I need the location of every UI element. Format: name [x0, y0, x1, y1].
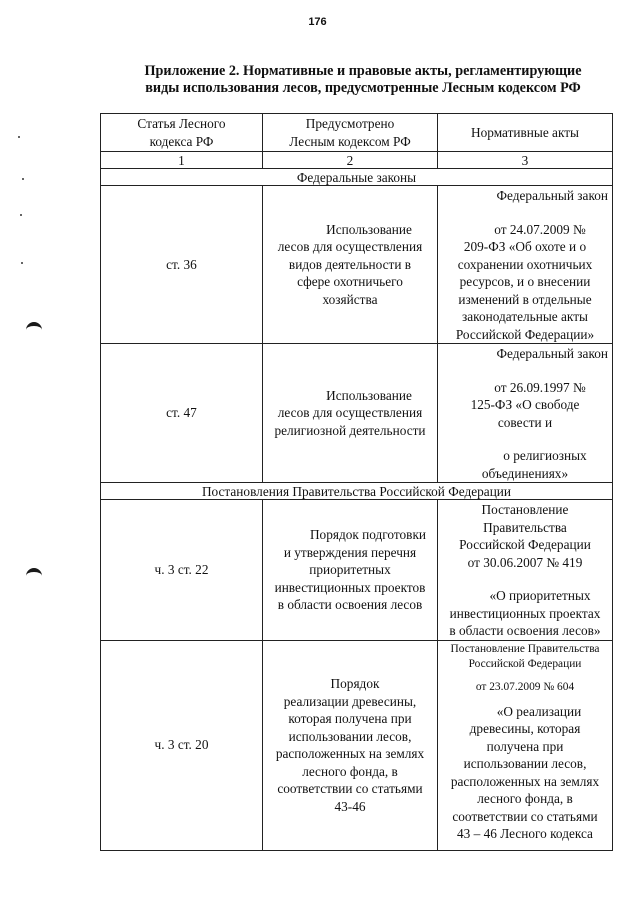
- article-cell: ст. 47: [101, 344, 263, 483]
- act-line: совести и: [497, 414, 553, 430]
- line-gap: [442, 672, 608, 680]
- normative-acts-table: [100, 113, 613, 851]
- provision-line: Порядок: [330, 676, 380, 691]
- act-line: лесного фонда, в: [477, 791, 573, 806]
- act-line: «О реализации: [496, 703, 582, 719]
- provision-line: использовании лесов,: [288, 728, 412, 744]
- act-line: от 26.09.1997 №: [494, 379, 586, 395]
- provision-cell: [263, 186, 438, 344]
- provision-line: в области освоения лесов: [277, 597, 423, 612]
- act-line: получена при: [486, 738, 564, 754]
- document-title: [118, 63, 608, 97]
- act-line: 125-ФЗ «О свободе: [470, 397, 580, 412]
- header-article-line-2: кодекса РФ: [149, 133, 214, 149]
- table-row: [101, 186, 613, 344]
- act-line: в области освоения лесов»: [449, 623, 601, 638]
- provision-line: лесов для осуществления: [277, 239, 423, 255]
- act-line: Федеральный закон: [496, 346, 608, 361]
- act-line: древесины, которая: [469, 721, 581, 736]
- header-provision-line-1: Предусмотрено: [305, 116, 395, 131]
- line-gap: [442, 363, 608, 379]
- provision-cell: [263, 344, 438, 483]
- scan-speck: [21, 262, 23, 264]
- act-line: «О приоритетных: [489, 588, 591, 603]
- column-number-row: [101, 152, 613, 169]
- act-cell: [438, 344, 613, 483]
- provision-line: приоритетных: [309, 562, 391, 577]
- line-gap: [442, 695, 608, 703]
- act-line: Правительства: [483, 519, 567, 535]
- act-line: соответствии со статьями: [452, 808, 598, 824]
- provision-line: которая получена при: [288, 711, 412, 726]
- act-line: Российской Федерации: [459, 537, 591, 552]
- act-line: 209-ФЗ «Об охоте и о: [463, 239, 587, 254]
- section-title: Постановления Правительства Российской Федерации: [101, 483, 613, 500]
- provision-line: расположенных на землях: [275, 746, 425, 761]
- act-line: Российской Федерации»: [455, 326, 595, 342]
- scan-speck: [22, 178, 24, 180]
- act-line: о религиозных: [503, 448, 587, 463]
- provision-cell: [263, 640, 438, 850]
- table-row: [101, 500, 613, 641]
- act-line: Российской Федерации: [468, 657, 582, 670]
- scan-speck: [20, 214, 22, 216]
- act-line: законодательные акты: [462, 309, 588, 324]
- provision-line: Использование: [326, 221, 412, 237]
- act-line: 43 – 46 Лесного кодекса: [457, 826, 593, 841]
- provision-line: видов деятельности в: [288, 256, 412, 272]
- header-acts: [438, 114, 613, 152]
- act-line: объединениях»: [481, 465, 569, 481]
- scan-mark: [26, 568, 42, 580]
- act-line: изменений в отдельные: [458, 291, 592, 307]
- article-cell: ч. 3 ст. 20: [101, 640, 263, 850]
- provision-line: и утверждения перечня: [283, 544, 417, 560]
- act-line: Постановление Правительства: [450, 642, 600, 655]
- document-title-line-2: виды использования лесов, предусмотренные Лесным кодексом РФ: [145, 80, 581, 96]
- provision-line: лесов для осуществления: [277, 405, 423, 421]
- line-gap: [442, 431, 608, 447]
- act-cell: [438, 500, 613, 641]
- provision-line: реализации древесины,: [283, 693, 417, 709]
- section-title: Федеральные законы: [101, 169, 613, 186]
- provision-line: Использование: [326, 387, 412, 403]
- provision-cell: [263, 500, 438, 641]
- header-provision: [263, 114, 438, 152]
- document-title-line-1: Приложение 2. Нормативные и правовые акты, регламентирующие: [144, 63, 582, 79]
- act-line: Федеральный закон: [496, 188, 608, 203]
- provision-line: Порядок подготовки: [309, 527, 427, 542]
- line-gap: [442, 205, 608, 221]
- act-cell: [438, 640, 613, 850]
- provision-line: хозяйства: [322, 291, 378, 307]
- article-cell: ст. 36: [101, 186, 263, 344]
- act-line: от 24.07.2009 №: [494, 221, 586, 237]
- table-header-row: [101, 114, 613, 152]
- scan-speck: [18, 136, 20, 138]
- line-gap: [442, 571, 608, 587]
- column-number: 1: [101, 152, 263, 169]
- article-cell: ч. 3 ст. 22: [101, 500, 263, 641]
- act-line: использовании лесов,: [463, 756, 587, 771]
- act-line: Постановление: [481, 502, 569, 517]
- header-article-line-1: Статья Лесного: [137, 116, 226, 131]
- provision-line: сфере охотничьего: [297, 274, 403, 290]
- provision-line: религиозной деятельности: [274, 422, 426, 438]
- section-header-row: [101, 483, 613, 500]
- act-line: от 23.07.2009 № 604: [475, 680, 575, 693]
- header-provision-line-2: Лесным кодексом РФ: [289, 133, 411, 149]
- header-article: [101, 114, 263, 152]
- act-line: расположенных на землях: [450, 773, 600, 789]
- page-number: 176: [308, 16, 327, 28]
- provision-line: 43-46: [334, 798, 366, 814]
- table-row: [101, 640, 613, 850]
- act-line: ресурсов, и о внесении: [459, 274, 591, 289]
- column-number: 2: [263, 152, 438, 169]
- scan-mark: [26, 322, 42, 334]
- header-acts-line-1: Нормативные акты: [471, 124, 579, 140]
- provision-line: лесного фонда, в: [302, 763, 398, 779]
- provision-line: соответствии со статьями: [277, 781, 423, 796]
- column-number: 3: [438, 152, 613, 169]
- act-cell: [438, 186, 613, 344]
- act-line: инвестиционных проектах: [449, 605, 601, 621]
- act-line: от 30.06.2007 № 419: [467, 554, 583, 570]
- table-row: [101, 344, 613, 483]
- provision-line: инвестиционных проектов: [274, 579, 426, 595]
- act-line: сохранении охотничьих: [457, 256, 593, 272]
- section-header-row: [101, 169, 613, 186]
